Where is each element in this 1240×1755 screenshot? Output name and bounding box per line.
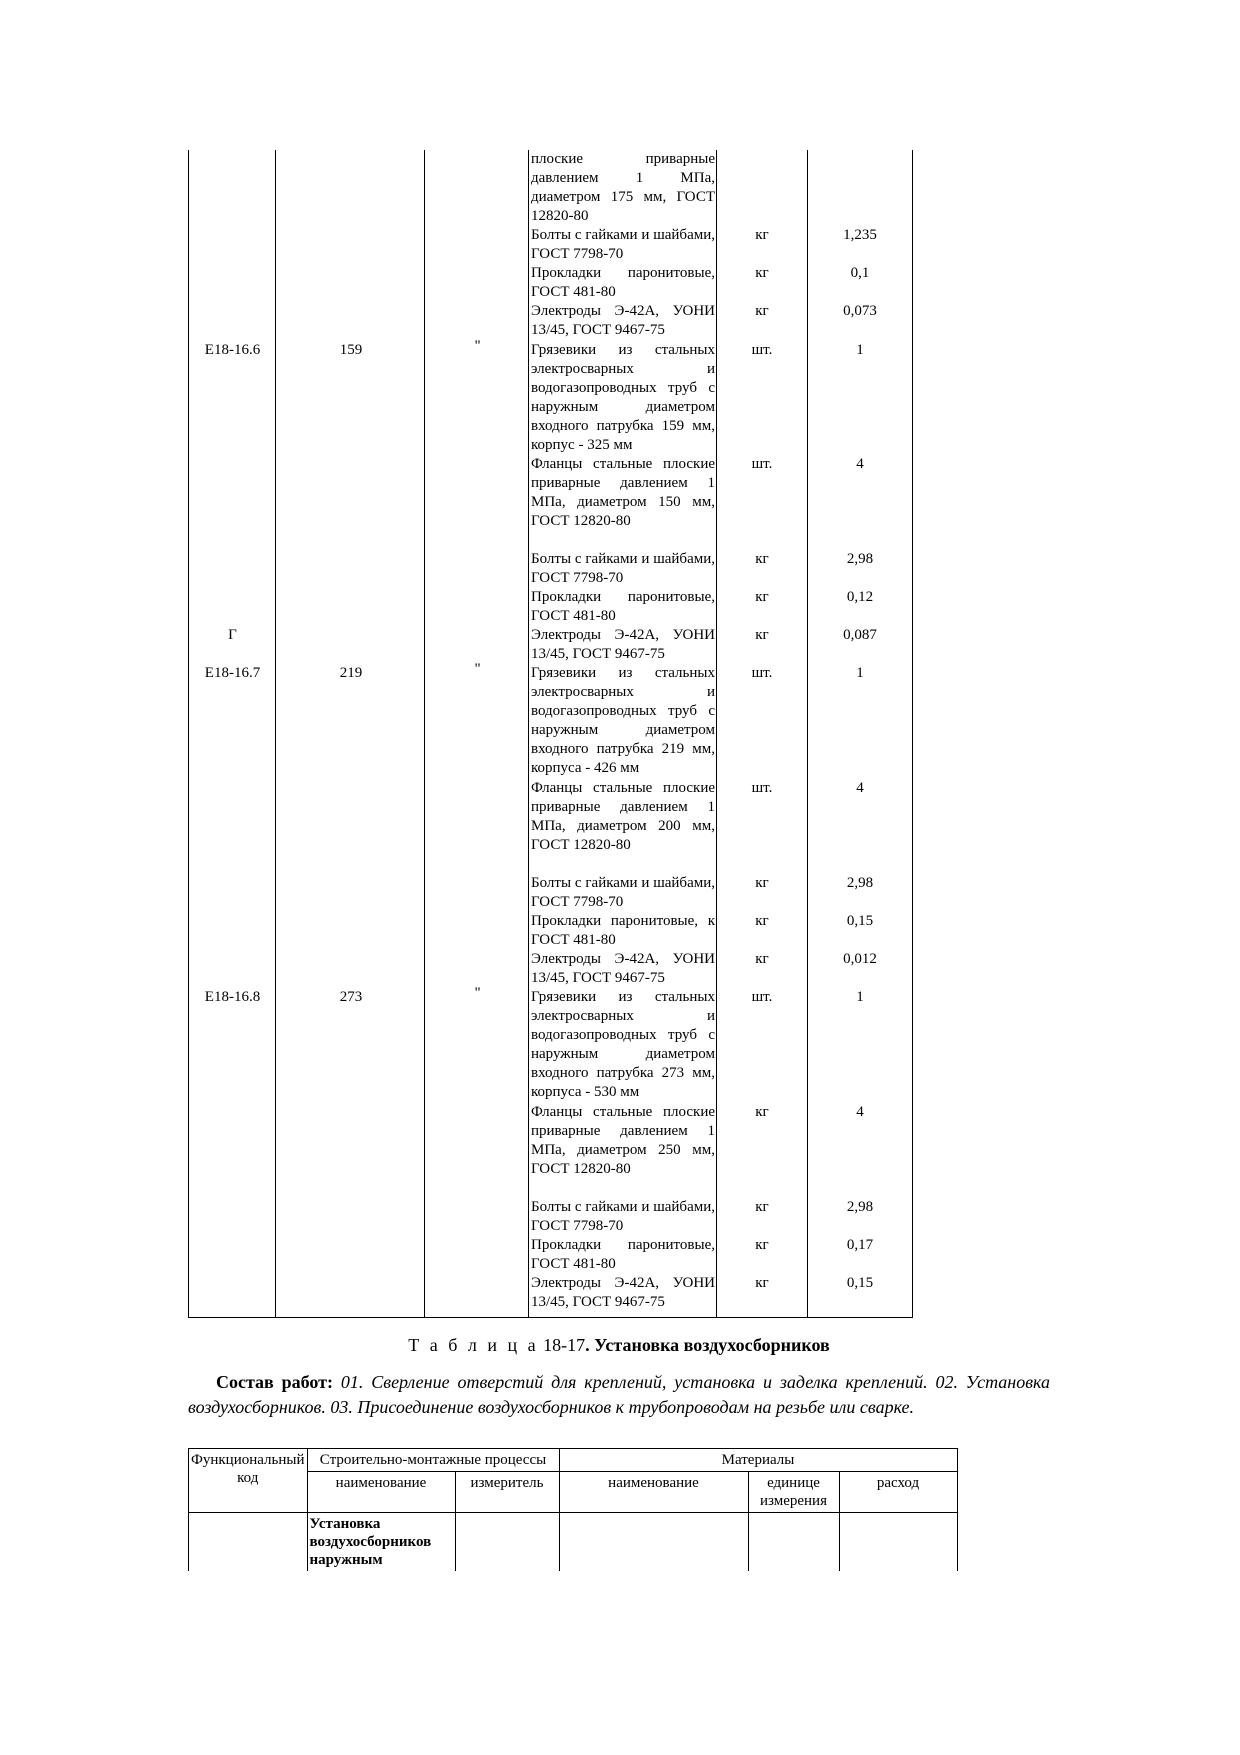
caption-number: 18-17 — [543, 1335, 586, 1355]
header-rate: расход — [839, 1472, 957, 1513]
code-cell: Е18-16.8 — [204, 989, 261, 1005]
header-measure: измеритель — [455, 1472, 559, 1513]
unit-cell: кг — [755, 627, 769, 643]
rate-cell: 0,073 — [843, 303, 877, 319]
rate-cell: 1,235 — [843, 227, 877, 243]
rate-cell: 4 — [856, 1104, 864, 1120]
header-unit: единице измерения — [748, 1472, 839, 1513]
rate-cell: 0,15 — [846, 913, 874, 929]
material-cell: Грязевики из стальных электросварных и водогазопроводных труб с наружным диаметром входного патрубка 273 мм, корпуса - 530 мм — [531, 989, 715, 1100]
unit-cell: кг — [755, 1199, 769, 1215]
table-row — [189, 1513, 958, 1572]
unit-cell: шт. — [751, 456, 773, 472]
material-cell: Болты с гайками и шайбами, ГОСТ 7798-70 — [531, 227, 715, 262]
column-divider — [716, 150, 717, 1317]
material-cell: Электроды Э-42А, УОНИ 13/45, ГОСТ 9467-75 — [531, 951, 715, 986]
unit-cell: кг — [755, 589, 769, 605]
caption-title: . Установка воздухосборников — [585, 1335, 830, 1355]
code-cell — [189, 1513, 308, 1572]
rate-cell: 0,012 — [843, 951, 877, 967]
unit-cell — [748, 1513, 839, 1572]
material-cell — [559, 1513, 748, 1572]
material-cell: Электроды Э-42А, УОНИ 13/45, ГОСТ 9467-75 — [531, 303, 715, 338]
column-divider — [528, 150, 529, 1317]
table-caption — [188, 1333, 1050, 1357]
measure-cell — [455, 1513, 559, 1572]
unit-cell: шт. — [751, 780, 773, 796]
header-functional-code: Функциональный код — [189, 1449, 308, 1513]
measure-cell: " — [474, 661, 481, 677]
material-cell: Фланцы стальные плоские приварные давлением 1 МПа, диаметром 250 мм, ГОСТ 12820-80 — [531, 1104, 715, 1177]
material-cell: плоские приварные давлением 1 МПа, диаметром 175 мм, ГОСТ 12820-80 — [531, 151, 715, 224]
rate-cell: 2,98 — [846, 551, 874, 567]
continuation-table — [188, 150, 913, 1318]
process-name-cell: Установка воздухосборников наружным — [307, 1513, 455, 1572]
material-cell: Болты с гайками и шайбами, ГОСТ 7798-70 — [531, 875, 715, 910]
material-cell: Грязевики из стальных электросварных и водогазопроводных труб с наружным диаметром входного патрубка 219 мм, корпуса - 426 мм — [531, 665, 715, 776]
work-text: 01. Сверление отверстий для креплений, установка и заделка креплений. 02. Установка воздухосборников. 03. Присоединение воздухосборников к трубопроводам на резьбе или сварке. — [188, 1372, 1050, 1417]
unit-cell: кг — [755, 551, 769, 567]
unit-cell: кг — [755, 1237, 769, 1253]
work-label: Состав работ: — [216, 1372, 334, 1392]
header-material-name: наименование — [559, 1472, 748, 1513]
rate-cell: 1 — [856, 989, 864, 1005]
material-cell: Прокладки паронитовые, ГОСТ 481-80 — [531, 265, 715, 300]
diameter-cell: 219 — [339, 665, 363, 681]
rate-cell: 4 — [856, 780, 864, 796]
unit-cell: кг — [755, 913, 769, 929]
measure-cell: " — [474, 338, 481, 354]
diameter-cell: 273 — [339, 989, 363, 1005]
rate-cell: 2,98 — [846, 875, 874, 891]
rate-cell: 0,1 — [850, 265, 870, 281]
material-cell: Прокладки паронитовые, ГОСТ 481-80 — [531, 1237, 715, 1272]
column-divider — [424, 150, 425, 1317]
unit-cell: шт. — [751, 665, 773, 681]
measure-cell: " — [474, 985, 481, 1001]
code-cell: Е18-16.6 — [204, 342, 261, 358]
material-cell: Фланцы стальные плоские приварные давлением 1 МПа, диаметром 200 мм, ГОСТ 12820-80 — [531, 780, 715, 853]
unit-cell: кг — [755, 303, 769, 319]
rate-cell: 0,15 — [846, 1275, 874, 1291]
material-cell: Грязевики из стальных электросварных и водогазопроводных труб с наружным диаметром входного патрубка 159 мм, корпус - 325 мм — [531, 342, 715, 453]
rate-cell: 0,087 — [843, 627, 877, 643]
rate-cell: 0,17 — [846, 1237, 874, 1253]
rate-cell — [839, 1513, 957, 1572]
column-divider — [807, 150, 808, 1317]
unit-cell: кг — [755, 227, 769, 243]
rate-cell: 1 — [856, 342, 864, 358]
unit-cell: шт. — [751, 989, 773, 1005]
header-materials: Материалы — [559, 1449, 957, 1472]
air-collector-table — [188, 1448, 958, 1571]
code-cell: Г — [228, 627, 237, 643]
material-cell: Прокладки паронитовые, ГОСТ 481-80 — [531, 589, 715, 624]
material-cell: Электроды Э-42А, УОНИ 13/45, ГОСТ 9467-75 — [531, 1275, 715, 1310]
continuation-table-grid — [188, 150, 913, 1318]
unit-cell: кг — [755, 265, 769, 281]
rate-cell: 4 — [856, 456, 864, 472]
rate-cell: 2,98 — [846, 1199, 874, 1215]
unit-cell: кг — [755, 1104, 769, 1120]
material-cell: Прокладки паронитовые, к ГОСТ 481-80 — [531, 913, 715, 948]
material-cell: Фланцы стальные плоские приварные давлением 1 МПа, диаметром 150 мм, ГОСТ 12820-80 — [531, 456, 715, 529]
table-header-row — [189, 1449, 958, 1472]
diameter-cell: 159 — [339, 342, 363, 358]
unit-cell: шт. — [751, 342, 773, 358]
rate-cell: 1 — [856, 665, 864, 681]
rate-cell: 0,12 — [846, 589, 874, 605]
header-name: наименование — [307, 1472, 455, 1513]
header-processes: Строительно-монтажные процессы — [307, 1449, 559, 1472]
unit-cell: кг — [755, 875, 769, 891]
unit-cell: кг — [755, 951, 769, 967]
material-cell: Болты с гайками и шайбами, ГОСТ 7798-70 — [531, 1199, 715, 1234]
work-composition — [188, 1370, 1050, 1420]
code-cell: Е18-16.7 — [204, 665, 261, 681]
column-divider — [275, 150, 276, 1317]
material-cell: Болты с гайками и шайбами, ГОСТ 7798-70 — [531, 551, 715, 586]
material-cell: Электроды Э-42А, УОНИ 13/45, ГОСТ 9467-75 — [531, 627, 715, 662]
caption-prefix: Т а б л и ц а — [408, 1335, 539, 1355]
unit-cell: кг — [755, 1275, 769, 1291]
